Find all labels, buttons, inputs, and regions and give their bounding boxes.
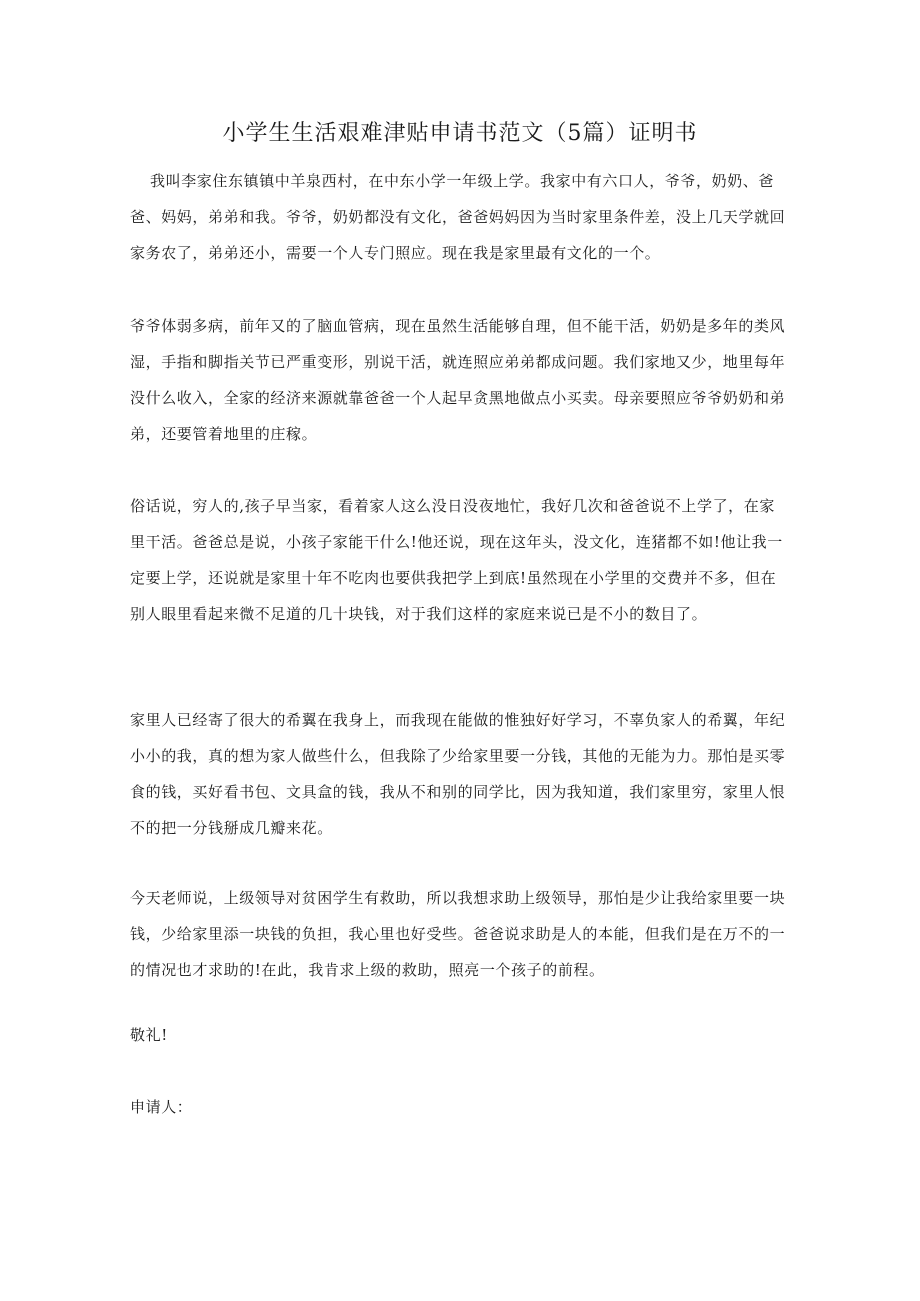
signature-label: 申请人： xyxy=(130,1098,193,1116)
paragraph-school-costs: 俗话说，穷人的,孩子早当家，看着家人这么没日没夜地忙，我好几次和爸爸说不上学了，在家里干活。爸爸总是说，小孩子家能干什么!他还说，现在这年头，没文化，连猪都不如!他让我一定要上学，还说就是家里十年不吃肉也要供我把学上到底!虽然现在小学里的交费并不多，但在别人眼里看起来微不足道的几十块钱，对于我们这样的家庭来说已是不小的数目了。 xyxy=(130,497,783,623)
paragraph-family-health: 爷爷体弱多病，前年又的了脑血管病，现在虽然生活能够自理，但不能干活，奶奶是多年的类风湿，手指和脚指关节已严重变形，别说干活，就连照应弟弟都成问题。我们家地又少，地里每年没什么收入，全家的经济来源就靠爸爸一个人起早贪黑地做点小买卖。母亲要照应爷爷奶奶和弟弟，还要管着地里的庄稼。 xyxy=(130,317,786,443)
paragraph-family-hopes: 家里人已经寄了很大的希翼在我身上，而我现在能做的惟独好好学习，不辜负家人的希翼，年纪小小的我，真的想为家人做些什么，但我除了少给家里要一分钱，其他的无能为力。那怕是买零食的钱，买好看书包、文具盒的钱，我从不和别的同学比，因为我知道，我们家里穷，家里人恨不的把一分钱掰成几瓣来花。 xyxy=(130,711,786,837)
paragraph-family-intro: 我叫李家住东镇镇中羊泉西村，在中东小学一年级上学。我家中有六口人，爷爷，奶奶、爸爸、妈妈，弟弟和我。爷爷，奶奶都没有文化，爸爸妈妈因为当时家里条件差，没上几天学就回家务农了，弟弟还小，需要一个人专门照应。现在我是家里最有文化的一个。 xyxy=(130,172,786,262)
closing-salutation: 敬礼! xyxy=(130,1026,168,1044)
paragraph-request: 今天老师说，上级领导对贫困学生有救助，所以我想求助上级领导，那怕是少让我给家里要一块钱，少给家里添一块钱的负担，我心里也好受些。爸爸说求助是人的本能，但我们是在万不的一的情况也才求助的!在此，我肯求上级的救助，照亮一个孩子的前程。 xyxy=(130,889,786,979)
document-title: 小学生生活艰难津贴申请书范文（5篇）证明书 xyxy=(222,121,698,146)
